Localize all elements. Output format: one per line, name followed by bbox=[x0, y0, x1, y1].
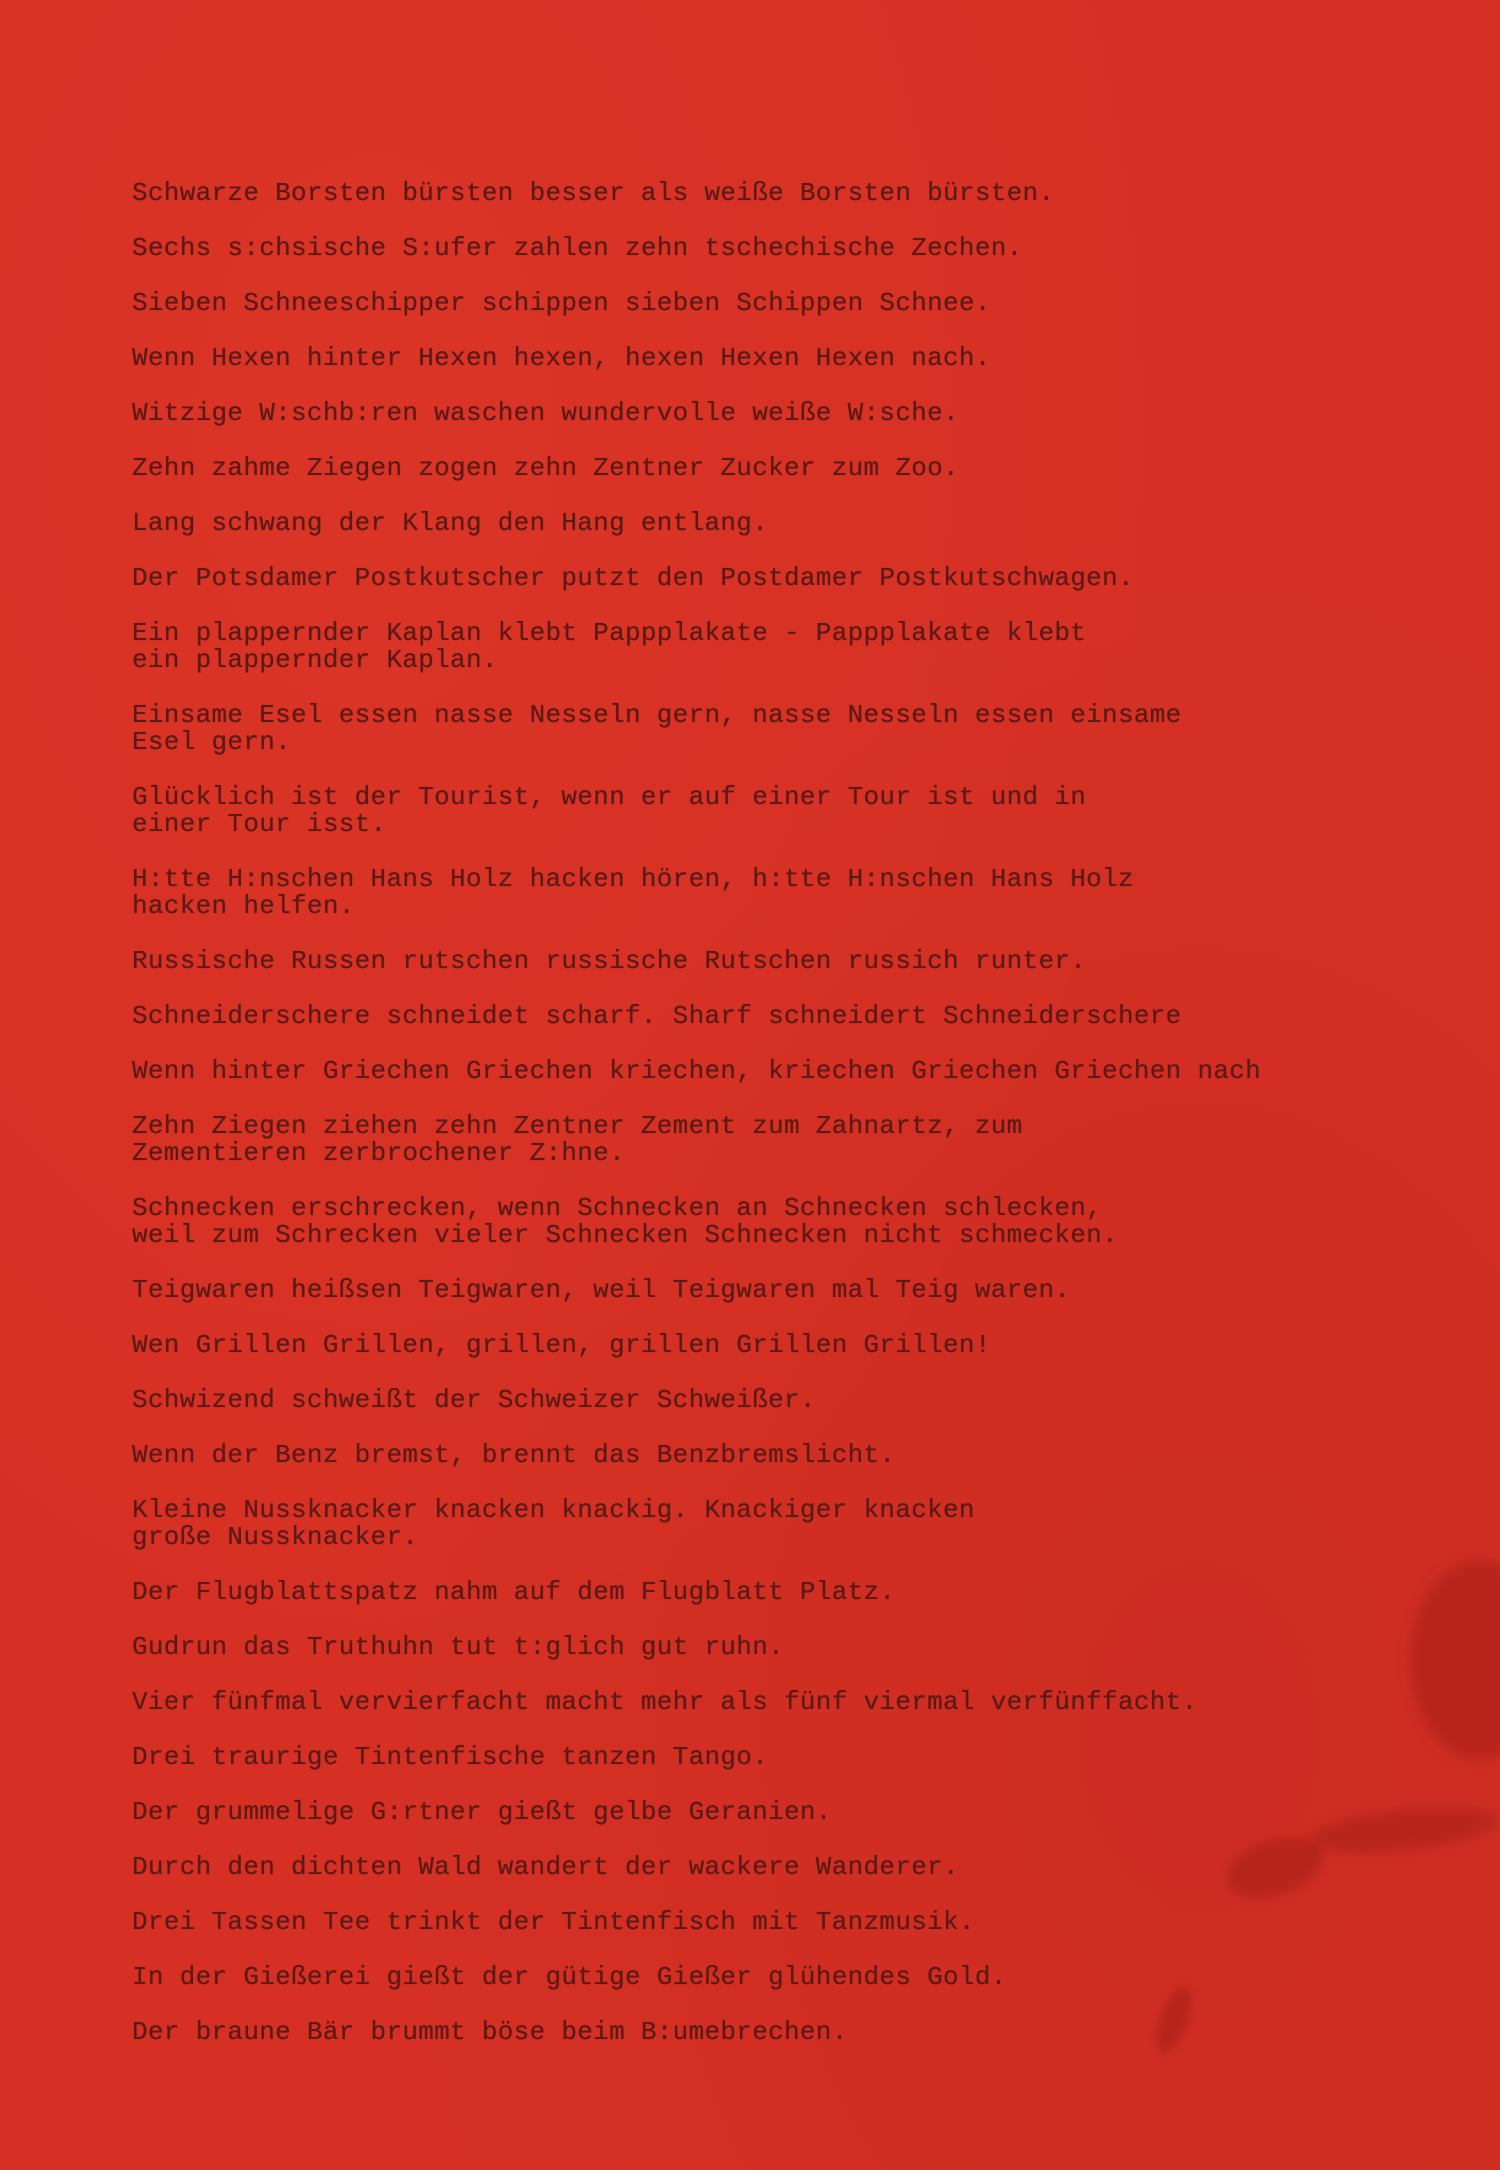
text-line: Der Flugblattspatz nahm auf dem Flugblatt Platz. bbox=[132, 1577, 896, 1607]
text-line: Durch den dichten Wald wandert der wackere Wanderer. bbox=[132, 1852, 959, 1882]
text-line: Kleine Nussknacker knacken knackig. Knackiger knacken große Nussknacker. bbox=[132, 1495, 975, 1552]
text-line: Schwarze Borsten bürsten besser als weiße Borsten bürsten. bbox=[132, 178, 1055, 208]
text-line: Lang schwang der Klang den Hang entlang. bbox=[132, 508, 769, 538]
text-line: Glücklich ist der Tourist, wenn er auf einer Tour ist und in einer Tour isst. bbox=[132, 782, 1087, 839]
text-line: Der braune Bär brummt böse beim B:umebrechen. bbox=[132, 2017, 848, 2047]
text-line: Schnecken erschrecken, wenn Schnecken an Schnecken schlecken, weil zum Schrecken vieler Schnecken Schnecken nicht schmecken. bbox=[132, 1193, 1118, 1250]
text-line: Wenn Hexen hinter Hexen hexen, hexen Hexen Hexen nach. bbox=[132, 343, 991, 373]
text-line: H:tte H:nschen Hans Holz hacken hören, h:tte H:nschen Hans Holz hacken helfen. bbox=[132, 864, 1134, 921]
ink-stain bbox=[1410, 1560, 1500, 1760]
text-line: Ein plappernder Kaplan klebt Pappplakate - Pappplakate klebt ein plappernder Kaplan. bbox=[132, 618, 1087, 675]
text-line: Sechs s:chsische S:ufer zahlen zehn tschechische Zechen. bbox=[132, 233, 1023, 263]
text-line: Schneiderschere schneidet scharf. Sharf schneidert Schneiderschere bbox=[132, 1001, 1182, 1031]
text-line: Vier fünfmal vervierfacht macht mehr als fünf viermal verfünffacht. bbox=[132, 1687, 1198, 1717]
text-line: Zehn zahme Ziegen zogen zehn Zentner Zucker zum Zoo. bbox=[132, 453, 959, 483]
text-line: Wen Grillen Grillen, grillen, grillen Grillen Grillen! bbox=[132, 1330, 991, 1360]
text-line: Einsame Esel essen nasse Nesseln gern, nasse Nesseln essen einsame Esel gern. bbox=[132, 700, 1182, 757]
text-line: Witzige W:schb:ren waschen wundervolle weiße W:sche. bbox=[132, 398, 959, 428]
text-line: In der Gießerei gießt der gütige Gießer glühendes Gold. bbox=[132, 1962, 1007, 1992]
text-line: Teigwaren heißsen Teigwaren, weil Teigwaren mal Teig waren. bbox=[132, 1275, 1071, 1305]
text-line: Wenn hinter Griechen Griechen kriechen, kriechen Griechen Griechen nach bbox=[132, 1056, 1262, 1086]
text-line: Der grummelige G:rtner gießt gelbe Geranien. bbox=[132, 1797, 832, 1827]
text-line: Russische Russen rutschen russische Rutschen russich runter. bbox=[132, 946, 1087, 976]
text-line: Gudrun das Truthuhn tut t:glich gut ruhn. bbox=[132, 1632, 785, 1662]
text-line: Zehn Ziegen ziehen zehn Zentner Zement zum Zahnartz, zum Zementieren zerbrochener Z:hne. bbox=[132, 1111, 1023, 1168]
text-line: Drei Tassen Tee trinkt der Tintenfisch mit Tanzmusik. bbox=[132, 1907, 975, 1937]
tongue-twister-list bbox=[132, 180, 1362, 2074]
text-line: Wenn der Benz bremst, brennt das Benzbremslicht. bbox=[132, 1440, 896, 1470]
text-line: Drei traurige Tintenfische tanzen Tango. bbox=[132, 1742, 769, 1772]
text-line: Sieben Schneeschipper schippen sieben Schippen Schnee. bbox=[132, 288, 991, 318]
text-line: Der Potsdamer Postkutscher putzt den Postdamer Postkutschwagen. bbox=[132, 563, 1134, 593]
text-line: Schwizend schweißt der Schweizer Schweißer. bbox=[132, 1385, 816, 1415]
